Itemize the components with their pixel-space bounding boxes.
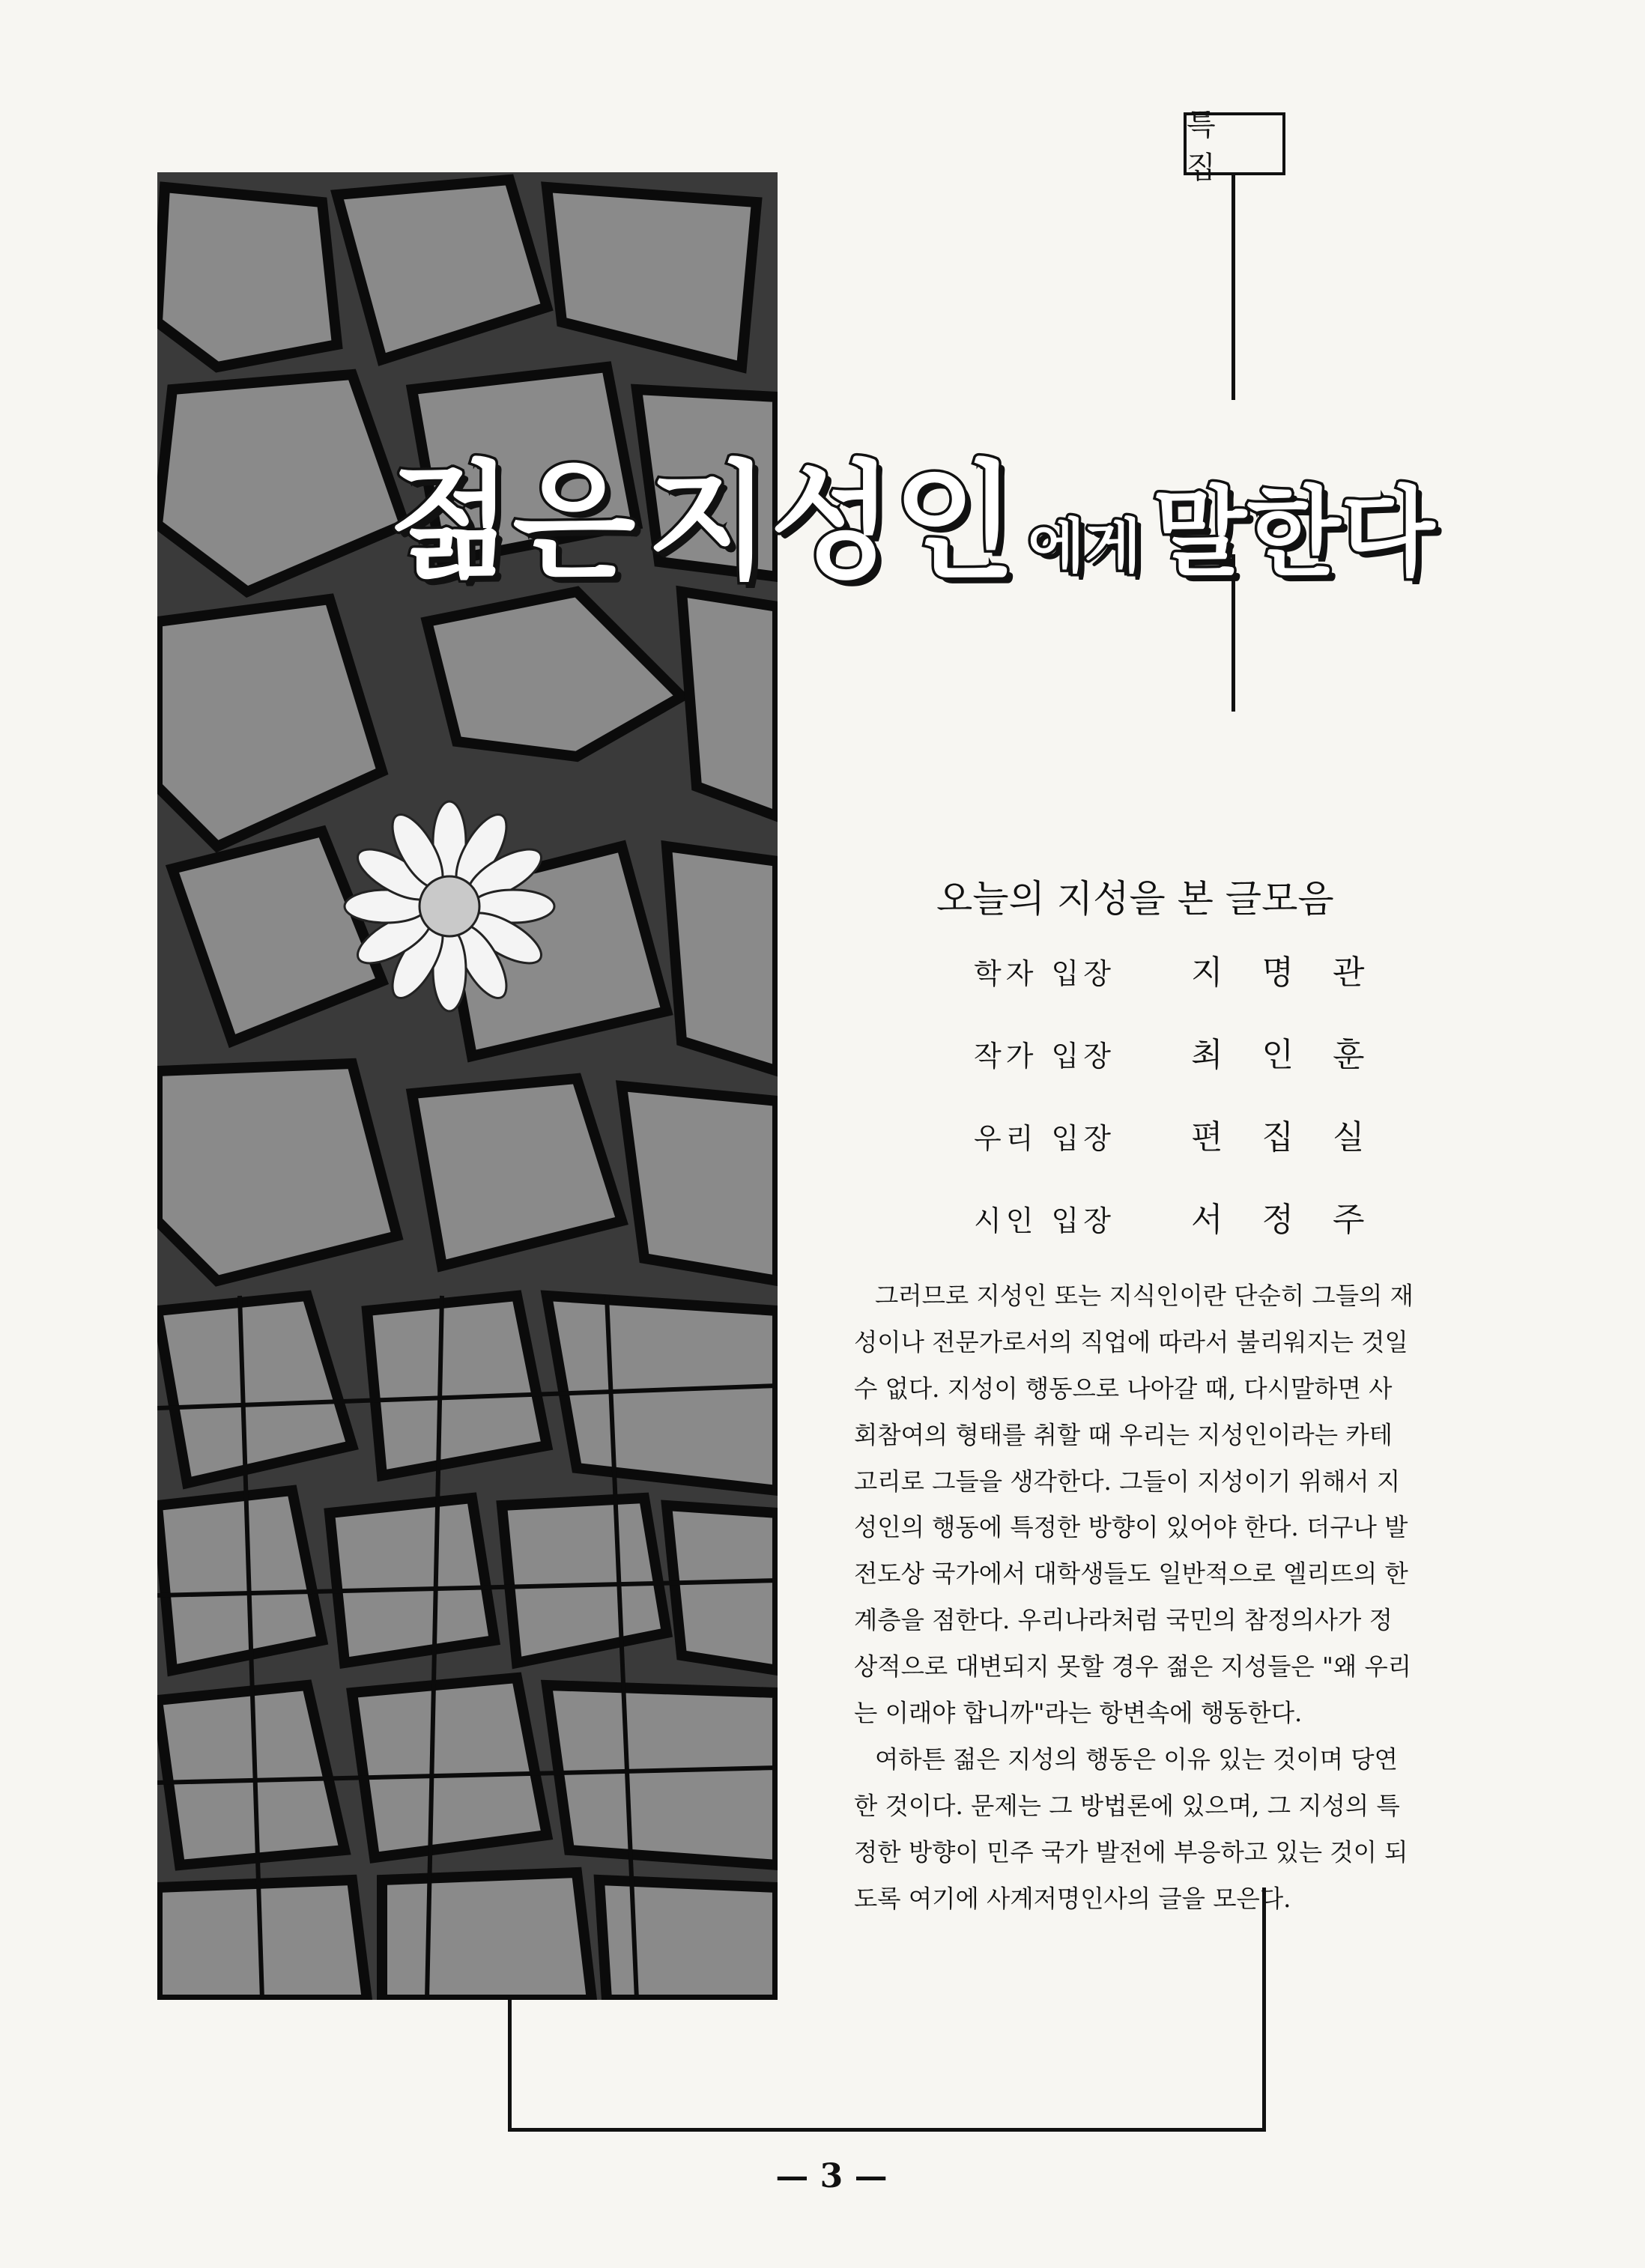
title-part: 지성인 (647, 449, 1017, 597)
contributor-role: 작가 입장 (974, 1040, 1115, 1073)
contributor-row (974, 945, 1404, 993)
divider-line (1262, 1888, 1266, 2132)
text-line: 성인의 행동에 특정한 방향이 있어야 한다. 더구나 발 (854, 1513, 1408, 1542)
text-line: 한 것이다. 문제는 그 방법론에 있으며, 그 지성의 특 (854, 1791, 1400, 1820)
text-line: 여하튼 젊은 지성의 행동은 이유 있는 것이며 당연 (875, 1744, 1398, 1774)
text-line: 고리로 그들을 생각한다. 그들이 지성이기 위해서 지 (854, 1467, 1401, 1496)
contributor-role: 시인 입장 (974, 1204, 1115, 1237)
text-line: 회참여의 형태를 취할 때 우리는 지성인이라는 카테 (854, 1420, 1393, 1449)
text-line: 정한 방향이 민주 국가 발전에 부응하고 있는 것이 되 (854, 1837, 1408, 1867)
text-line: 는 이래야 합니까"라는 항변속에 행동한다. (854, 1699, 1303, 1728)
divider-line (1232, 175, 1235, 400)
divider-line (508, 2128, 1266, 2132)
page-title (390, 419, 1442, 599)
contributor-row (974, 1028, 1404, 1076)
subtitle: 오늘의 지성을 본 글모음 (936, 877, 1334, 921)
title-part: 말한다 (1152, 476, 1435, 589)
text-line: 계층을 점한다. 우리나라처럼 국민의 참정의사가 정 (854, 1606, 1393, 1635)
contributor-name: 편집실 (1191, 1118, 1404, 1156)
text-line: 그러므로 지성인 또는 지식인이란 단순히 그들의 재 (875, 1282, 1414, 1310)
divider-line (508, 1989, 512, 2132)
title-part: 에게 (1028, 513, 1141, 580)
contributor-role: 우리 입장 (974, 1122, 1115, 1155)
section-tag: 특 집 (1184, 112, 1285, 175)
text-line: 수 없다. 지성이 행동으로 나아갈 때, 다시말하면 사 (854, 1374, 1393, 1403)
contributor-row (974, 1110, 1404, 1158)
contributor-name: 서정주 (1191, 1201, 1404, 1239)
text-line: 성이나 전문가로서의 직업에 따라서 불리워지는 것일 (854, 1327, 1408, 1356)
text-line: 도록 여기에 사계저명인사의 글을 모은다. (854, 1884, 1291, 1913)
intro-text (854, 1273, 1491, 1922)
contributor-row (974, 1192, 1404, 1240)
text-line: 상적으로 대변되지 못할 경우 젊은 지성들은 "왜 우리 (854, 1652, 1412, 1682)
page-number: — 3 — (775, 2157, 888, 2195)
contributor-name: 지명관 (1191, 953, 1404, 992)
contributor-name: 최인훈 (1191, 1036, 1404, 1074)
title-part: 젊은 (390, 449, 636, 597)
text-line: 전도상 국가에서 대학생들도 일반적으로 엘리뜨의 한 (854, 1559, 1408, 1589)
contributor-role: 학자 입장 (974, 957, 1115, 990)
